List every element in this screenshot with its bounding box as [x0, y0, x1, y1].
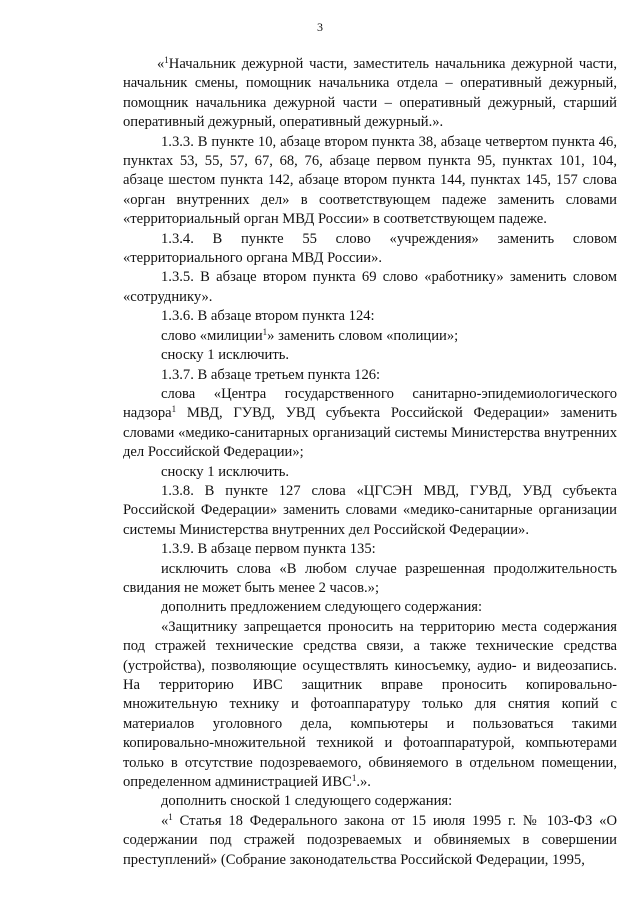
footnote-marker: 1 [168, 811, 173, 822]
paragraph-text: Статья 18 Федерального закона от 15 июля 1995 г. № 103-ФЗ «О содержании под стражей подозреваемых и обвиняемых в совершении преступлений» (Собрание законодательства Российской Федерации, 1995, [123, 812, 617, 868]
paragraph-text: 1.3.3. В пункте 10, абзаце втором пункта 38, абзаце четвертом пункта 46, пунктах 53, 55, 57, 67, 68, 76, абзаце первом пункта 95, пунктах 101, 104, абзаце шестом пункта 142, абзаце втором пункта 144, пунктах 145, 157 слова «орган внутренних дел» в соответствующем падеже заменить словами «территориальный орган МВД России» в соответствующем падеже. [123, 133, 617, 228]
paragraph-text: слово «милиции [161, 327, 263, 344]
paragraph-text: 1.3.7. В абзаце третьем пункта 126: [161, 366, 381, 383]
paragraph [123, 540, 617, 559]
paragraph [123, 133, 617, 230]
paragraph [123, 55, 617, 133]
paragraph-text: 1.3.8. В пункте 127 слова «ЦГСЭН МВД, ГУВД, УВД субъекта Российской Федерации» заменить словами «медико-санитарные организации системы Министерства внутренних дел Российской Федерации». [123, 482, 617, 538]
paragraph-text: дополнить сноской 1 следующего содержания: [161, 793, 453, 810]
paragraph [123, 482, 617, 540]
paragraph-text: исключить слова «В любом случае разрешенная продолжительность свидания не может быть менее 2 часов.»; [123, 560, 617, 596]
paragraph-text: сноску 1 исключить. [161, 347, 290, 364]
paragraph-text: 1.3.5. В абзаце втором пункта 69 слово «работнику» заменить словом «сотруднику». [123, 269, 617, 305]
paragraph-text: дополнить предложением следующего содержания: [161, 599, 483, 616]
paragraph-text: « [161, 812, 169, 829]
page-number: 3 [317, 20, 323, 34]
footnote-marker: 1 [164, 55, 169, 65]
paragraph-text: МВД, ГУВД, УВД субъекта Российской Федерации» заменить словами «медико-санитарных организаций системы Министерства внутренних дел Российской Федерации»; [123, 405, 617, 461]
paragraph-text: слова «Центра государственного санитарно-эпидемиологического надзора [123, 385, 617, 422]
footnote-marker: 1 [262, 326, 268, 337]
paragraph [123, 618, 617, 793]
paragraph-text: «Защитнику запрещается проносить на территорию места содержания под стражей технические средства связи, а также технические средства (устройства), позволяющие осуществлять киносъемку, аудио- и видеозапись. На территорию ИВС защитник вправе проносить копировально-множительную технику и фотоаппаратуру только для снятия копий с материалов уголовного дела, компьютеры и пользоваться такими копировально-множительной техникой и фотоаппаратурой, компьютерами только в отсутствие подозреваемого, обвиняемого в отдельном помещении, определенном администрацией ИВС [123, 618, 617, 791]
paragraph-text: » заменить словом «полиции»; [267, 327, 459, 344]
paragraph-text: Начальник дежурной части, заместитель начальника дежурной части, начальник смены, помощник начальника отдела – оперативный дежурный, помощник начальника дежурной части – оперативный дежурный, старший оперативный дежурный, оперативный дежурный.». [123, 56, 617, 131]
paragraph [123, 385, 617, 463]
paragraph-text: 1.3.9. В абзаце первом пункта 135: [161, 541, 376, 558]
paragraph [123, 230, 617, 269]
paragraph [123, 307, 617, 326]
paragraph [123, 792, 617, 811]
paragraph-text: 1.3.4. В пункте 55 слово «учреждения» заменить словом «территориального органа МВД России». [123, 230, 617, 267]
paragraph [123, 327, 617, 346]
paragraph [123, 560, 617, 599]
paragraph [123, 346, 617, 365]
paragraph [123, 268, 617, 307]
paragraph [123, 463, 617, 482]
paragraph-text: .». [356, 774, 371, 791]
footnote-marker: 1 [351, 773, 357, 784]
paragraph-text: сноску 1 исключить. [161, 463, 290, 480]
footnote-marker: 1 [171, 404, 177, 415]
paragraph-text: 1.3.6. В абзаце втором пункта 124: [161, 308, 375, 325]
paragraph-text: « [157, 56, 165, 72]
paragraph [123, 366, 617, 385]
paragraph [123, 598, 617, 617]
document-body [123, 55, 617, 870]
paragraph [123, 812, 617, 870]
